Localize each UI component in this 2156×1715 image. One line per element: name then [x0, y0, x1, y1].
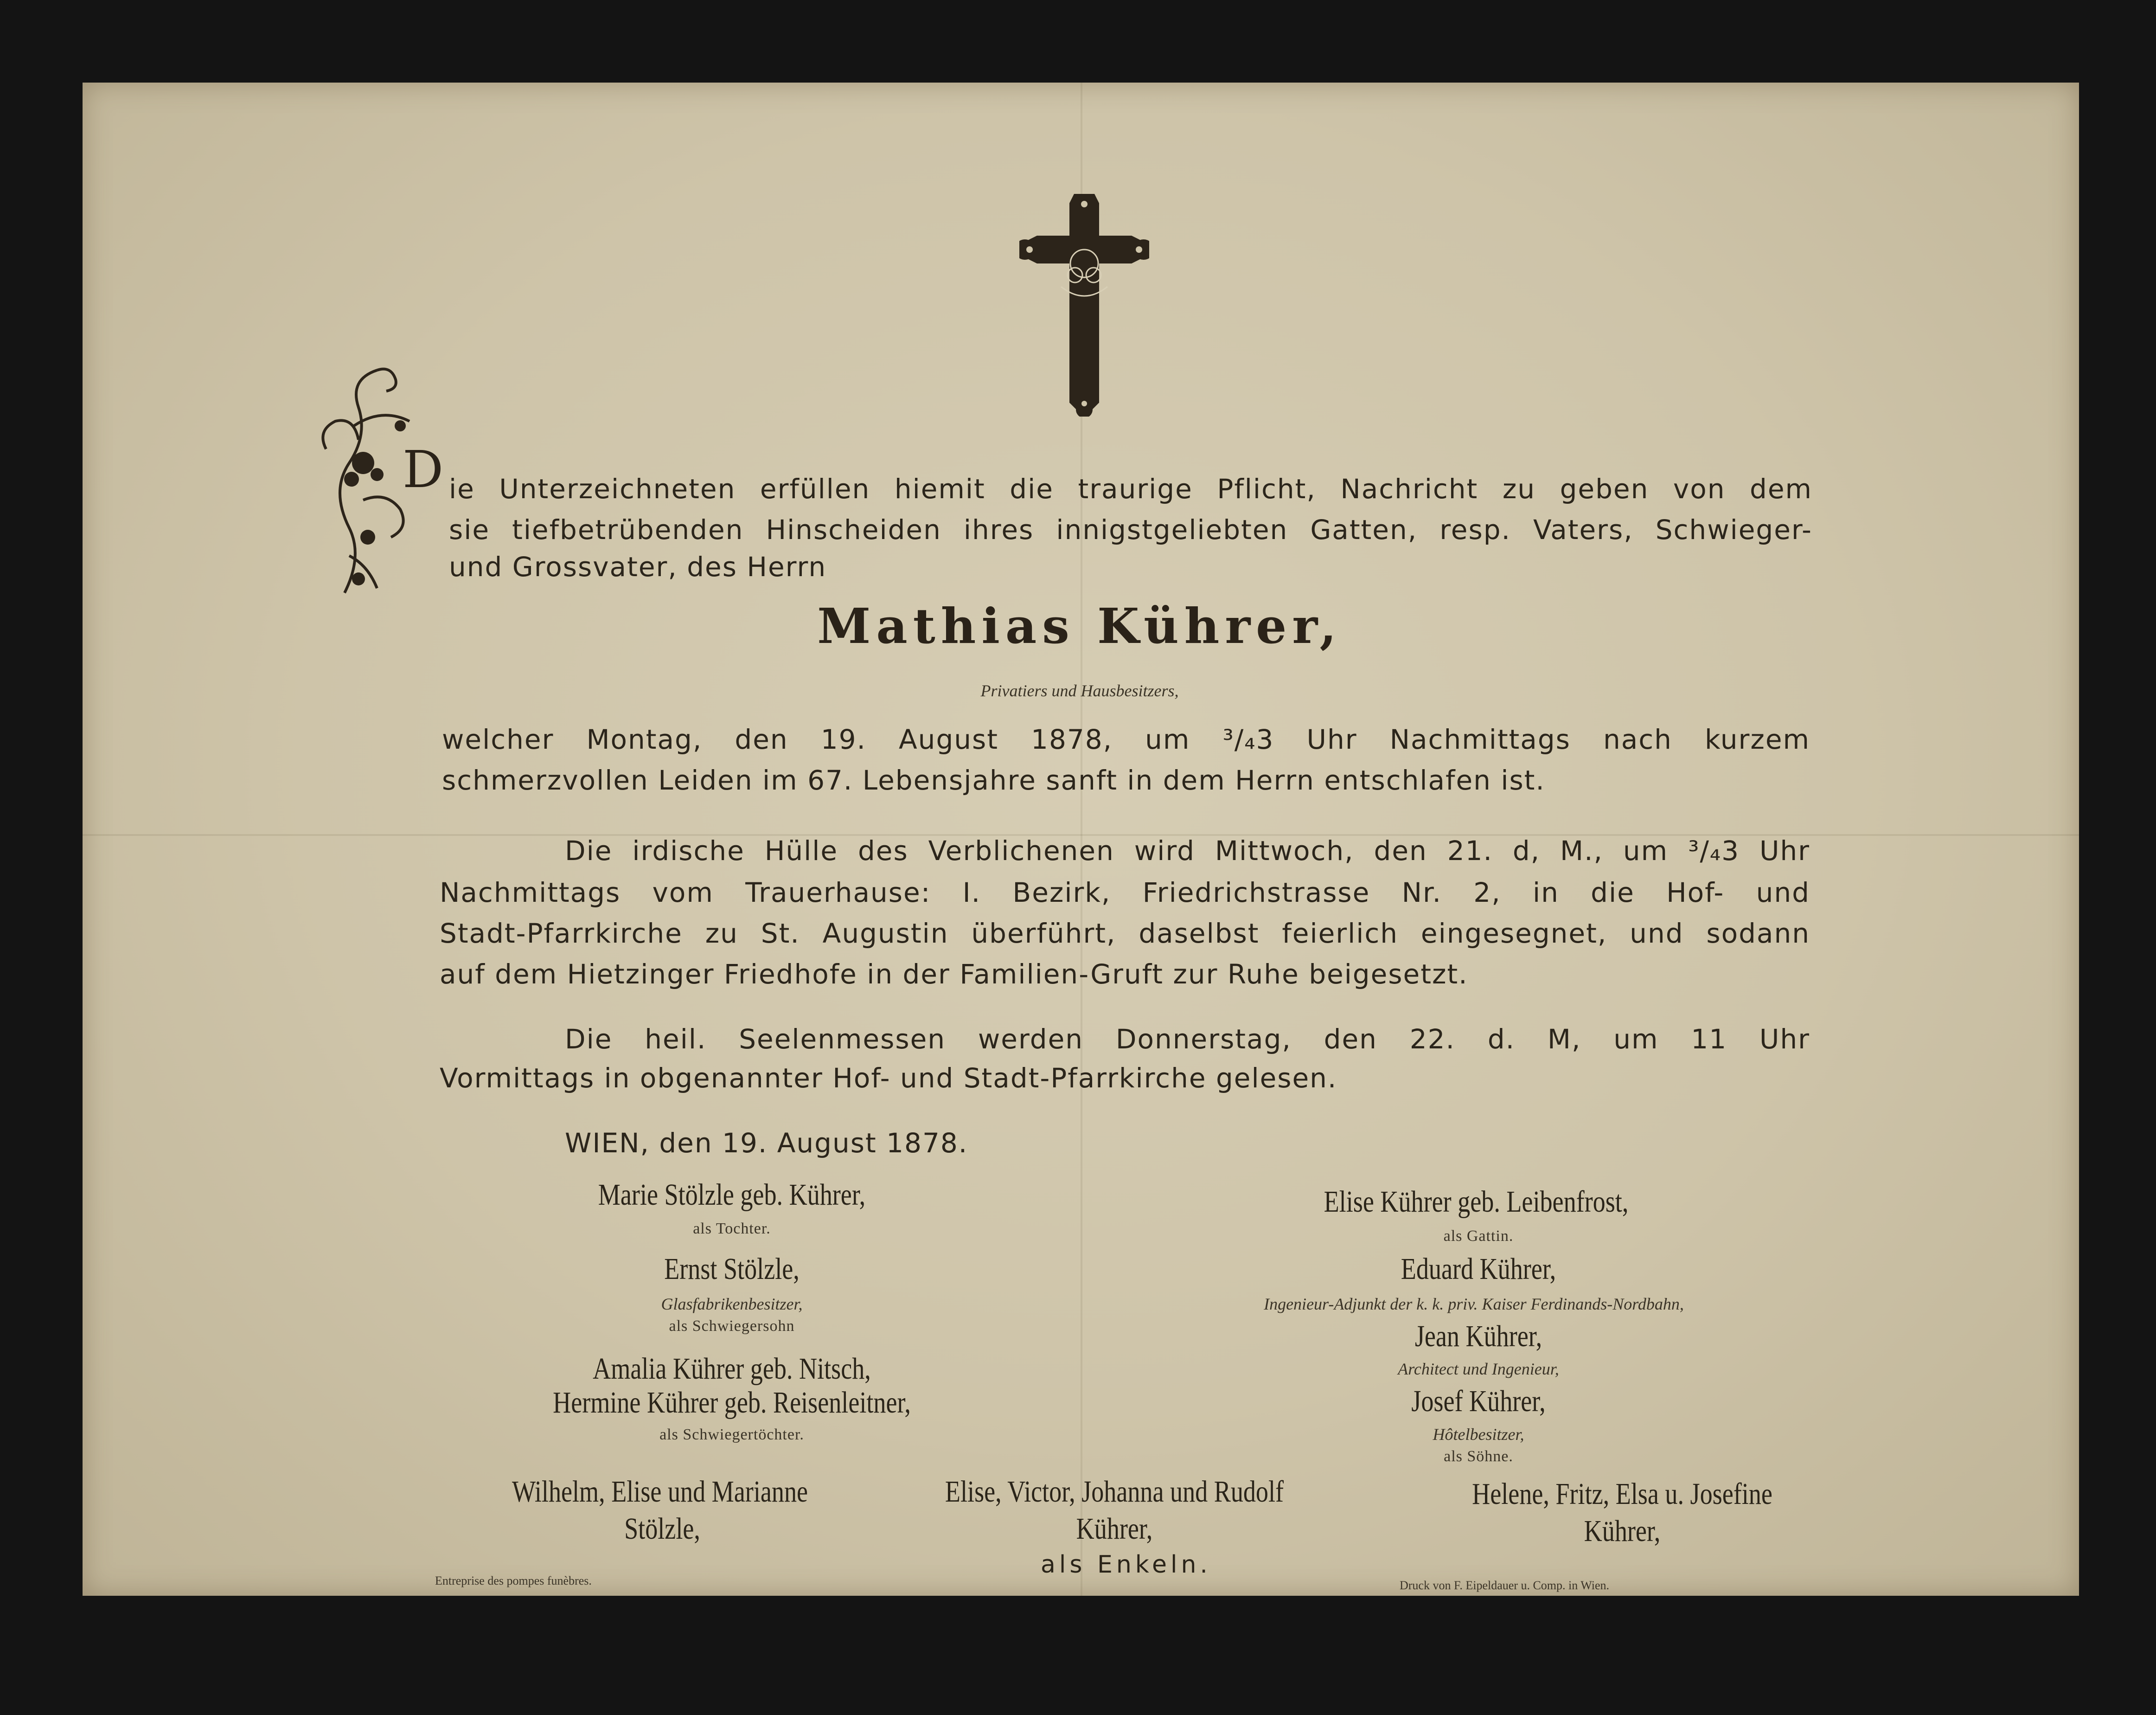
daughters-in-law-role: als Schwiegertöchter.	[659, 1426, 804, 1443]
grandchildren-group-1-line-1: Wilhelm, Elise und Marianne	[512, 1475, 808, 1509]
footer-printer: Druck von F. Eipeldauer u. Comp. in Wien.	[1400, 1579, 1610, 1592]
cross-icon	[1019, 194, 1149, 417]
signatory-elise-role: als Gattin.	[1443, 1227, 1514, 1245]
paragraph-2-line-3: Stadt-Pfarrkirche zu St. Augustin überführt, daselbst feierlich eingesegnet, und sodann	[440, 918, 1810, 949]
paragraph-3-line-1: Die heil. Seelenmessen werden Donnerstag, den 22. d. M, um 11 Uhr	[565, 1023, 1810, 1055]
signatory-jean-job: Architect und Ingenieur,	[1398, 1360, 1559, 1378]
paragraph-3-line-2: Vormittags in obgenannter Hof- und Stadt-Pfarrkirche gelesen.	[440, 1062, 1337, 1094]
signatory-hermine: Hermine Kührer geb. Reisenleitner,	[553, 1386, 911, 1420]
signatory-ernst-role: als Schwiegersohn	[669, 1317, 795, 1335]
signatory-josef: Josef Kührer,	[1411, 1384, 1546, 1418]
place-date: WIEN, den 19. August 1878.	[565, 1127, 968, 1159]
paper-sheet	[83, 83, 2079, 1596]
paragraph-2-line-1: Die irdische Hülle des Verblichenen wird Mittwoch, den 21. d, M., um ³/₄3 Uhr	[565, 835, 1810, 867]
sons-role: als Söhne.	[1444, 1448, 1513, 1465]
signatory-marie: Marie Stölzle geb. Kührer,	[598, 1178, 866, 1212]
signatory-amalia: Amalia Kührer geb. Nitsch,	[593, 1352, 871, 1386]
grandchildren-group-2-line-2: Kührer,	[1076, 1512, 1153, 1546]
intro-line-2: sie tiefbetrübenden Hinscheiden ihres innigstgeliebten Gatten, resp. Vaters, Schwieger-	[449, 514, 1812, 546]
footer-funeral-enterprise: Entreprise des pompes funèbres.	[435, 1574, 592, 1587]
intro-line-3: und Grossvater, des Herrn	[449, 551, 827, 583]
grandchildren-group-3-line-2: Kührer,	[1584, 1514, 1661, 1548]
signatory-eduard: Eduard Kührer,	[1401, 1252, 1556, 1286]
signatory-jean: Jean Kührer,	[1414, 1319, 1542, 1353]
deceased-name: Mathias Kührer,	[817, 597, 1342, 655]
grandchildren-group-2-line-1: Elise, Victor, Johanna und Rudolf	[945, 1475, 1284, 1509]
signatory-eduard-job: Ingenieur-Adjunkt der k. k. priv. Kaiser Ferdinands-Nordbahn,	[1264, 1295, 1684, 1313]
paragraph-1-line-1: welcher Montag, den 19. August 1878, um ³/₄3 Uhr Nachmittags nach kurzem	[442, 724, 1810, 755]
grandchildren-role: als Enkeln.	[1041, 1551, 1211, 1579]
signatory-elise: Elise Kührer geb. Leibenfrost,	[1324, 1185, 1629, 1219]
paragraph-1-line-2: schmerzvollen Leiden im 67. Lebensjahre sanft in dem Herrn entschlafen ist.	[442, 764, 1545, 796]
grandchildren-group-1-line-2: Stölzle,	[624, 1512, 700, 1546]
deceased-title: Privatiers und Hausbesitzers,	[980, 681, 1179, 700]
signatory-ernst-job: Glasfabrikenbesitzer,	[661, 1295, 803, 1313]
intro-line-1: ie Unterzeichneten erfüllen hiemit die traurige Pflicht, Nachricht zu geben von dem	[449, 473, 1812, 505]
paragraph-2-line-2: Nachmittags vom Trauerhause: I. Bezirk, Friedrichstrasse Nr. 2, in die Hof- und	[440, 877, 1810, 908]
drop-cap: D	[403, 440, 444, 499]
grandchildren-group-3-line-1: Helene, Fritz, Elsa u. Josefine	[1472, 1477, 1772, 1511]
signatory-ernst: Ernst Stölzle,	[664, 1252, 800, 1286]
signatory-josef-job: Hôtelbesitzer,	[1433, 1425, 1524, 1444]
signatory-marie-role: als Tochter.	[693, 1220, 771, 1237]
paragraph-2-line-4: auf dem Hietzinger Friedhofe in der Familien-Gruft zur Ruhe beigesetzt.	[440, 958, 1468, 990]
